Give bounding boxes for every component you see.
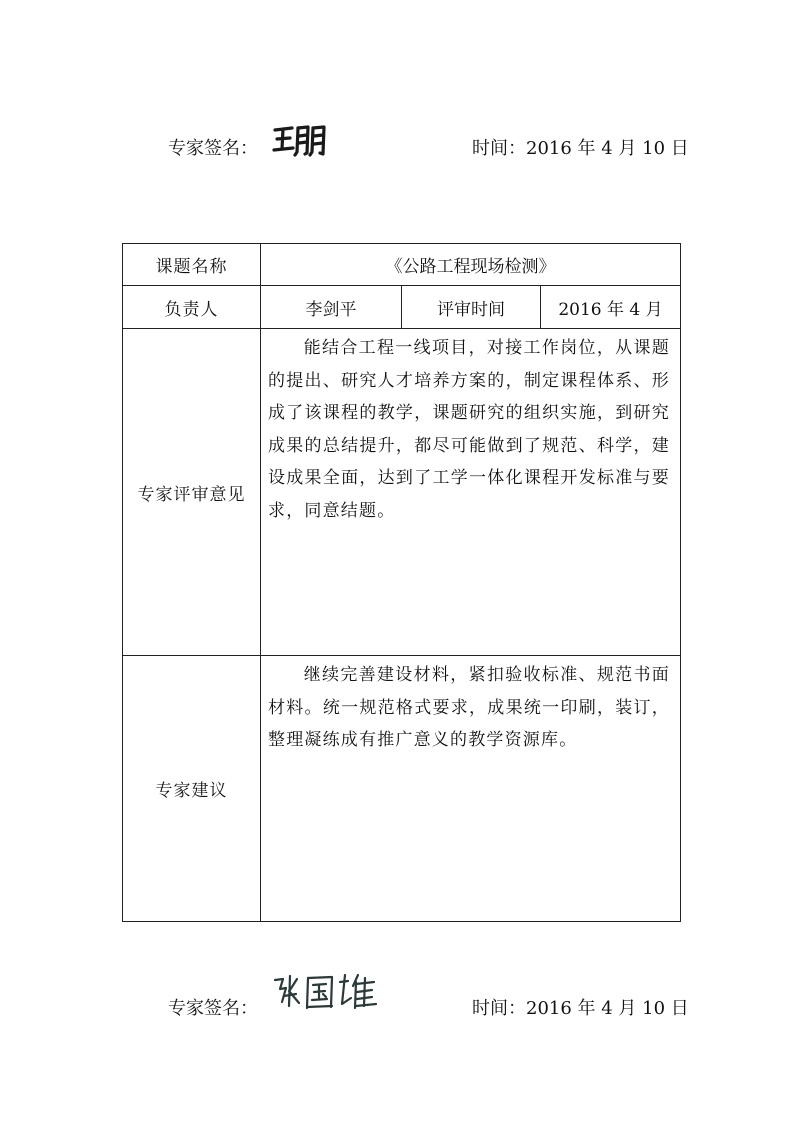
review-form-table [122,243,681,922]
bottom-signature-label: 专家签名： [168,998,258,1019]
topic-row [123,244,681,286]
owner-row [123,286,681,329]
review-time-label: 评审时间 [402,286,541,329]
opinion-label: 专家评审意见 [123,329,261,656]
top-handwritten-signature [270,122,332,158]
top-signature-label: 专家签名： [168,138,258,159]
top-signature-time: 时间：2016 年 4 月 10 日 [472,138,689,159]
review-time-value: 2016 年 4 月 [541,286,681,329]
opinion-row [123,329,681,656]
suggestion-cell [261,656,681,922]
topic-label: 课题名称 [123,244,261,286]
top-signature-line [0,128,800,168]
owner-value: 李剑平 [261,286,402,329]
suggestion-row [123,656,681,922]
bottom-signature-line [0,988,800,1028]
opinion-text: 能结合工程一线项目，对接工作岗位，从课题的提出、研究人才培养方案的，制定课程体系、形成了该课程的教学，课题研究的组织实施，到研究成果的总结提升，都尽可能做到了规范、科学，建设成果全面，达到了工学一体化课程开发标准与要求，同意结题。 [268,338,670,521]
opinion-cell [261,329,681,656]
bottom-handwritten-signature [270,970,382,1016]
owner-label: 负责人 [123,286,261,329]
bottom-signature-time: 时间：2016 年 4 月 10 日 [472,998,689,1019]
suggestion-label: 专家建议 [123,656,261,922]
suggestion-text: 继续完善建设材料，紧扣验收标准、规范书面材料。统一规范格式要求，成果统一印刷，装订，整理凝练成有推广意义的教学资源库。 [268,665,670,750]
topic-value: 《公路工程现场检测》 [261,244,681,286]
